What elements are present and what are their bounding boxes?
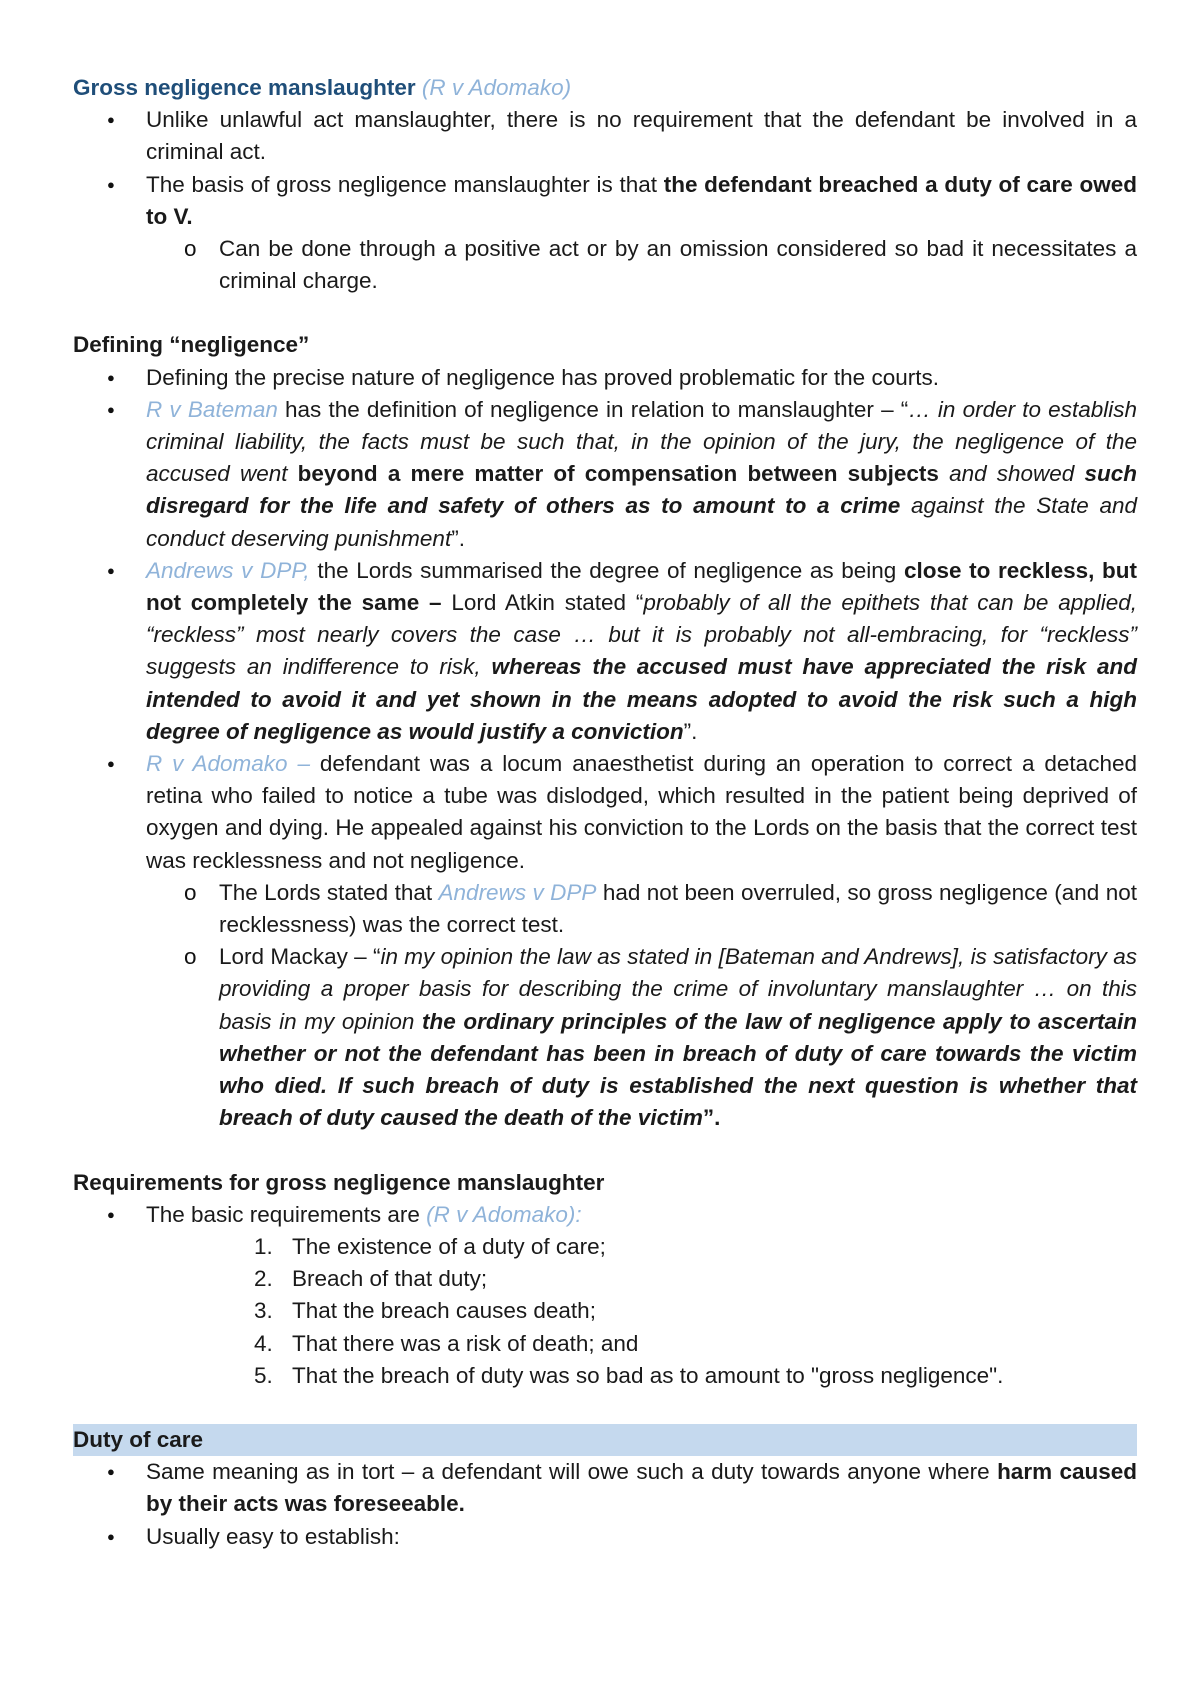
case-citation: Andrews v DPP	[438, 879, 597, 905]
case-citation: (R v Adomako):	[426, 1201, 582, 1227]
bullet-item: ● The basis of gross negligence manslaughter is that the defendant breached a duty of care owed to V.	[73, 169, 1137, 233]
heading-duty-of-care: Duty of care	[73, 1424, 1137, 1456]
case-citation: R v Bateman	[146, 396, 278, 422]
sub-bullet-item: o Can be done through a positive act or by an omission considered so bad it necessitates a criminal charge.	[73, 233, 1137, 297]
numbered-item: 5. That the breach of duty was so bad as to amount to "gross negligence".	[254, 1362, 1004, 1388]
bullet-item-bateman: ● R v Bateman has the definition of negligence in relation to manslaughter – “… in order to establish criminal liability, the facts must be such that, in the opinion of the jury, the negligence of the accused went beyond a mere matter of compensation between subjects and showed such disregard for the life and safety of others as to amount to a crime against the State and conduct deserving punishment”.	[73, 394, 1137, 555]
sub-bullet-item: o The Lords stated that Andrews v DPP had not been overruled, so gross negligence (and not recklessness) was the correct test.	[73, 877, 1137, 941]
heading-gross-negligence: Gross negligence manslaughter (R v Adomako)	[73, 75, 572, 100]
case-citation: R v Adomako –	[146, 751, 310, 777]
bullet-item: ● Usually easy to establish:	[73, 1521, 1137, 1553]
numbered-item: 1. The existence of a duty of care;	[254, 1233, 606, 1259]
numbered-item: 4. That there was a risk of death; and	[254, 1330, 639, 1356]
sub-bullet-item-mackay: o Lord Mackay – “in my opinion the law as stated in [Bateman and Andrews], is satisfactory as providing a proper basis for describing the crime of involuntary manslaughter … on this basis in my opinion the ordinary principles of the law of negligence apply to ascertain whether or not the defendant has been in breach of duty of care towards the victim who died. If such breach of duty is established the next question is whether that breach of duty caused the death of the victim”.	[73, 941, 1137, 1134]
bullet-item: ● The basic requirements are (R v Adomako):	[73, 1199, 1137, 1231]
heading-defining-negligence: Defining “negligence”	[73, 332, 310, 358]
bullet-item: ● Unlike unlawful act manslaughter, there is no requirement that the defendant be involved in a criminal act.	[73, 104, 1137, 168]
numbered-item: 3. That the breach causes death;	[254, 1298, 596, 1324]
case-citation: Andrews v DPP,	[146, 557, 310, 583]
bullet-item: ● Defining the precise nature of negligence has proved problematic for the courts.	[73, 362, 1137, 394]
bullet-item-adomako: ● R v Adomako – defendant was a locum anaesthetist during an operation to correct a detached retina who failed to notice a tube was dislodged, which resulted in the patient being deprived of oxygen and dying. He appealed against his conviction to the Lords on the basis that the correct test was recklessness and not negligence.	[73, 748, 1137, 877]
bullet-item-andrews: ● Andrews v DPP, the Lords summarised the degree of negligence as being close to reckless, but not completely the same – Lord Atkin stated “probably of all the epithets that can be applied, “reckless” most nearly covers the case … but it is probably not all-embracing, for “reckless” suggests an indifference to risk, whereas the accused must have appreciated the risk and intended to avoid it and yet shown in the means adopted to avoid the risk such a high degree of negligence as would justify a conviction”.	[73, 555, 1137, 748]
document-content	[73, 72, 1137, 1553]
heading-requirements: Requirements for gross negligence manslaughter	[73, 1169, 605, 1195]
bullet-item: ● Same meaning as in tort – a defendant will owe such a duty towards anyone where harm caused by their acts was foreseeable.	[73, 1456, 1137, 1520]
numbered-item: 2. Breach of that duty;	[254, 1266, 488, 1292]
case-citation: (R v Adomako)	[421, 75, 572, 100]
